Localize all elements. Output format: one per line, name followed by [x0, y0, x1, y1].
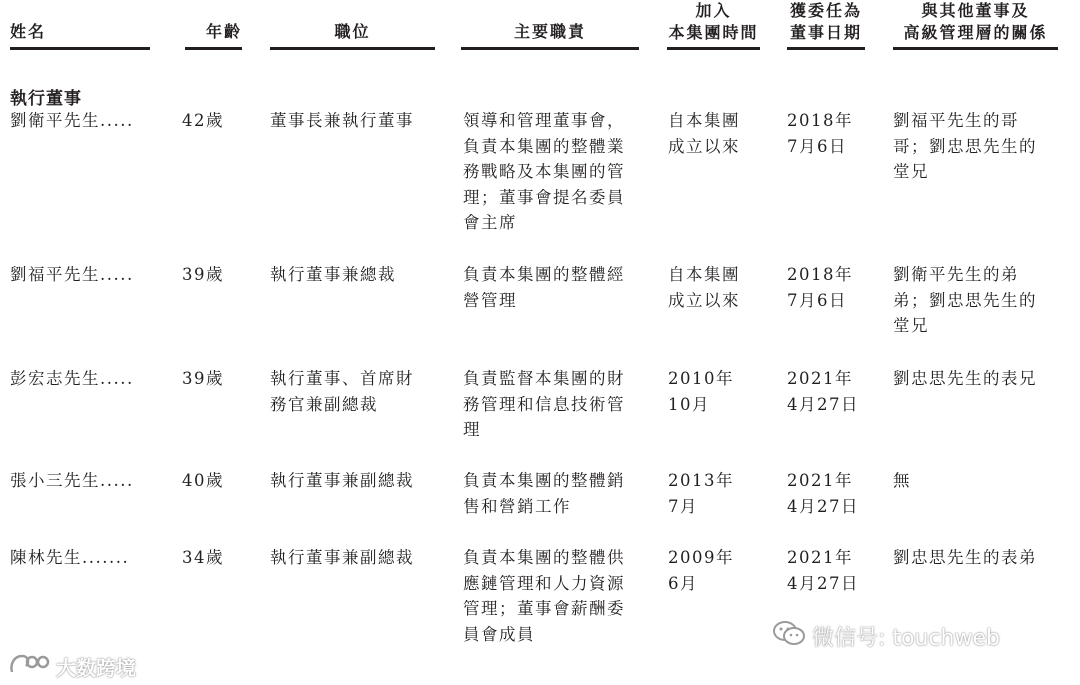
table-cell-name: 陳林先生....... [10, 548, 130, 567]
table-cell-position: 董事長兼執行董事 [270, 111, 414, 130]
table-cell-relationship: 無 [893, 471, 911, 490]
table-cell-relationship: 劉福平先生的哥 哥；劉忠思先生的 堂兄 [893, 111, 1037, 181]
table-cell-join-time: 2013年 7月 [668, 471, 734, 516]
table-cell-name: 張小三先生..... [10, 471, 134, 490]
table-cell-appointment-date: 2018年 7月6日 [787, 111, 853, 156]
table-cell-appointment-date: 2018年 7月6日 [787, 265, 853, 310]
table-cell-relationship: 劉衛平先生的弟 弟；劉忠思先生的 堂兄 [893, 265, 1037, 335]
header-rule [787, 47, 865, 50]
wechat-watermark [772, 620, 1000, 652]
table-cell-age: 42歲 [182, 111, 224, 130]
header-rule [667, 47, 760, 50]
table-cell-duties: 領導和管理董事會， 負責本集團的整體業 務戰略及本集團的管 理；董事會提名委員 會主席 [463, 111, 625, 232]
table-cell-position: 執行董事兼副總裁 [270, 471, 414, 490]
header-position-label: 職位 [334, 22, 371, 41]
table-cell-age: 40歲 [182, 471, 224, 490]
table-cell-position: 執行董事兼總裁 [270, 265, 396, 284]
table-cell-age: 39歲 [182, 265, 224, 284]
table-cell-duties: 負責本集團的整體供 應鏈管理和人力資源 管理；董事會薪酬委 員會成員 [463, 548, 625, 644]
wechat-icon [772, 620, 806, 652]
header-relationship-label: 與其他董事及 高級管理層的關係 [903, 1, 1048, 42]
table-cell-appointment-date: 2021年 4月27日 [787, 369, 859, 414]
header-name-label: 姓名 [10, 22, 47, 41]
table-cell-name: 劉福平先生..... [10, 265, 134, 284]
header-join-time-label: 加入 本集團時間 [668, 1, 759, 42]
table-cell-join-time: 2009年 6月 [668, 548, 734, 593]
table-cell-name: 彭宏志先生..... [10, 369, 134, 388]
brand-watermark [8, 652, 136, 681]
table-cell-position: 執行董事兼副總裁 [270, 548, 414, 567]
header-duties-label: 主要職責 [513, 22, 586, 41]
table-cell-age: 34歲 [182, 548, 224, 567]
table-cell-join-time: 2010年 10月 [668, 369, 734, 414]
header-appointment-date-label: 獲委任為 董事日期 [789, 1, 862, 42]
table-cell-appointment-date: 2021年 4月27日 [787, 548, 859, 593]
table-cell-duties: 負責本集團的整體銷 售和營銷工作 [463, 471, 625, 516]
header-age-label: 年齡 [205, 22, 242, 41]
header-rule [461, 47, 639, 50]
header-rule [185, 47, 242, 50]
table-cell-appointment-date: 2021年 4月27日 [787, 471, 859, 516]
section-title: 執行董事 [10, 89, 82, 109]
table-cell-join-time: 自本集團 成立以來 [668, 111, 740, 156]
table-cell-position: 執行董事、首席財 務官兼副總裁 [270, 369, 414, 414]
header-rule [893, 47, 1058, 50]
table-cell-relationship: 劉忠思先生的表兄 [893, 369, 1037, 388]
wechat-watermark-label: 微信号: touchweb [812, 625, 1000, 651]
table-cell-join-time: 自本集團 成立以來 [668, 265, 740, 310]
table-cell-duties: 負責監督本集團的財 務管理和信息技術管 理 [463, 369, 625, 439]
table-cell-age: 39歲 [182, 369, 224, 388]
table-cell-name: 劉衛平先生..... [10, 111, 134, 130]
table-cell-duties: 負責本集團的整體經 營管理 [463, 265, 625, 310]
brand-logo-icon [8, 652, 52, 681]
header-rule [270, 47, 435, 50]
header-rule [10, 47, 150, 50]
brand-watermark-label: 大数跨境 [56, 656, 136, 680]
table-cell-relationship: 劉忠思先生的表弟 [893, 548, 1037, 567]
